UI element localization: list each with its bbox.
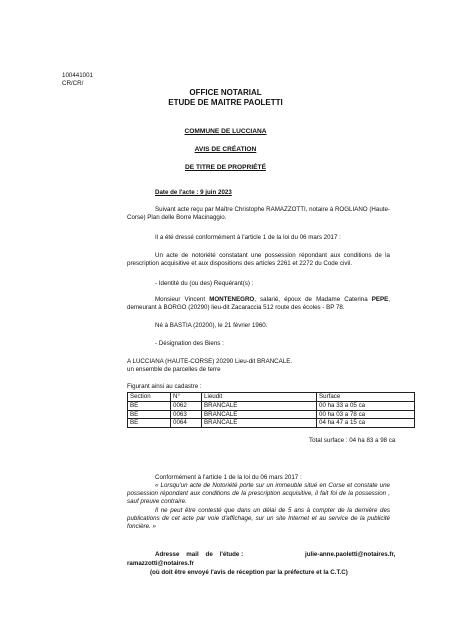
- requerant-text-b: , salarié, époux de Madame Caterina: [254, 296, 372, 303]
- biens-description: un ensemble de parcelles de terre: [127, 366, 221, 373]
- header-surface: Surface: [317, 393, 415, 402]
- cell-number: 0063: [171, 410, 202, 419]
- cell-lieudit: BRANCALE: [202, 419, 317, 428]
- acte-date: Date de l'acte : 9 juin 2023: [155, 189, 232, 196]
- cell-section: BE: [128, 419, 171, 428]
- office-title: OFFICE NOTARIAL: [189, 88, 262, 97]
- cell-surface: 00 ha 33 a 05 ca: [317, 401, 415, 410]
- cell-section: BE: [128, 401, 171, 410]
- biens-heading: - Désignation des Biens :: [155, 340, 224, 347]
- cell-surface: 00 ha 03 a 78 ca: [317, 410, 415, 419]
- cell-surface: 04 ha 47 a 15 ca: [317, 419, 415, 428]
- cell-number: 0062: [171, 401, 202, 410]
- requerant-text-a: Monsieur Vincent: [155, 296, 210, 303]
- cell-number: 0064: [171, 419, 202, 428]
- requerant-name: MONTENEGRO: [209, 296, 255, 303]
- spouse-name: PEPE: [371, 296, 389, 303]
- header-section: Section: [128, 393, 171, 402]
- notoriete-paragraph: Un acte de notoriété constatant une possession répondant aux conditions de la prescription acquisitive et aux dispositions des articles 2261 et 2272 du Code civil.: [127, 252, 390, 267]
- cell-lieudit: BRANCALE: [202, 410, 317, 419]
- reference-initials: CR/CR/: [62, 80, 84, 87]
- table-row: [128, 401, 415, 410]
- cell-section: BE: [128, 410, 171, 419]
- legal-intro: Conformément à l'article 1 de la loi du 06 mars 2017 :: [155, 474, 302, 481]
- contact-note: (où doit être envoyé l'avis de réception par la préfecture et la C.T.C): [150, 569, 348, 576]
- header-number: N°: [171, 393, 202, 402]
- header-lieudit: Lieudit: [202, 393, 317, 402]
- table-row: [128, 410, 415, 419]
- requerant-birth: Né à BASTIA (20200), le 21 février 1960.: [155, 322, 268, 329]
- legal-quote-1: « Lorsqu'un acte de Notoriété porte sur un immeuble situé en Corse et constate une possession répondant aux conditions de la prescription acquisitive, il fait foi de la possession , sauf preuve contraire.: [127, 482, 390, 505]
- contact-email-1[interactable]: julie-anne.paoletti@notaires.fr,: [305, 551, 396, 558]
- requerants-heading: - Identité du (ou des) Requérant(s) :: [155, 280, 254, 287]
- avis-heading: AVIS DE CRÉATION: [194, 146, 257, 153]
- commune-heading: COMMUNE DE LUCCIANA: [184, 128, 267, 135]
- titre-heading: DE TITRE DE PROPRIÉTÉ: [185, 164, 266, 171]
- requerant-text-c: , demeurant à BORGO (20290) lieu-dit Zacaraccia 512 route des écoles - BP 78.: [127, 296, 390, 311]
- acte-received-paragraph: Suivant acte reçu par Maître Christophe RAMAZZOTTI, notaire à ROGLIANO (Haute-Corse) Plan delle Borre Macinaggio.: [127, 206, 390, 221]
- office-subtitle: ETUDE DE MAITRE PAOLETTI: [168, 98, 283, 107]
- reference-number: 100441001: [62, 72, 93, 79]
- contact-email-2[interactable]: ramazzotti@notaires.fr: [127, 560, 194, 567]
- reference-block: [62, 72, 93, 88]
- cell-lieudit: BRANCALE: [202, 401, 317, 410]
- cadastre-intro: Figurant ainsi au cadastre :: [127, 383, 202, 390]
- biens-location: A LUCCIANA (HAUTE-CORSE) 20290 Lieu-dit BRANCALE.: [127, 358, 293, 365]
- legal-quote-2: Il ne peut être contesté que dans un délai de 5 ans à compter de la dernière des publications de cet acte par voie d'affichage, sur un site Internet et au service de la publicité foncière. »: [127, 507, 390, 530]
- cadastre-table: [127, 392, 415, 428]
- total-surface: Total surface : 04 ha 83 a 98 ca: [309, 437, 396, 444]
- requerant-paragraph: [127, 296, 390, 312]
- table-row: [128, 419, 415, 428]
- acte-drawn-paragraph: Il a été dressé conformément à l'article 1 de la loi du 06 mars 2017 :: [155, 234, 341, 241]
- contact-label: Adresse mail de l'étude :: [155, 551, 244, 558]
- cadastre-header-row: [128, 393, 415, 402]
